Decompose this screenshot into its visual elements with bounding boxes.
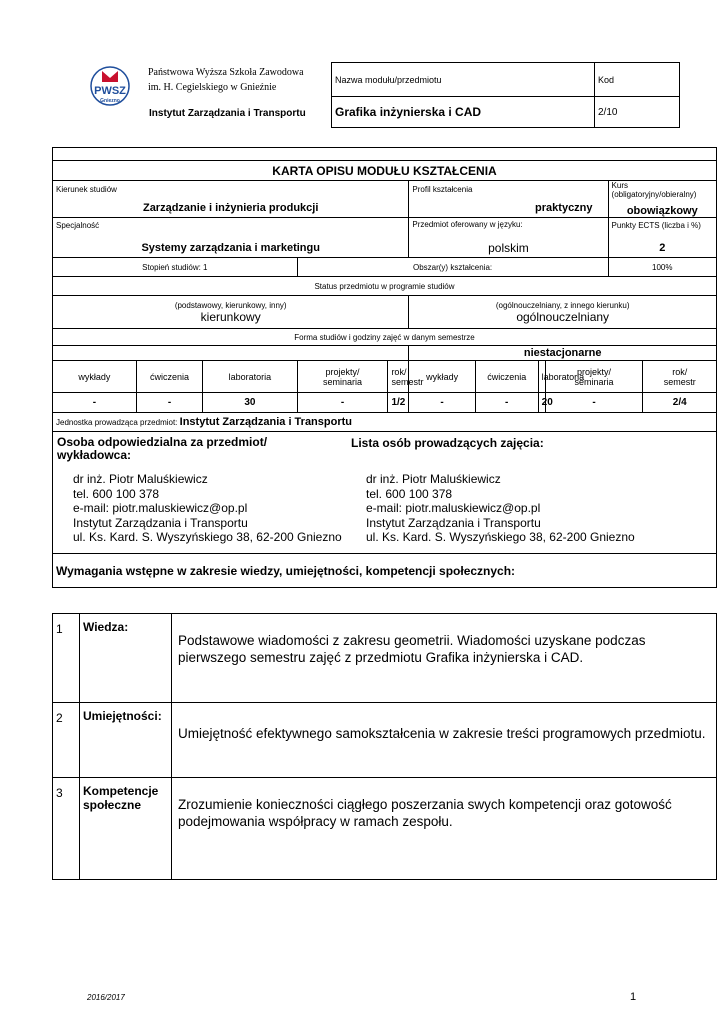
- specialty-value: Systemy zarządzania i marketingu: [141, 242, 320, 254]
- hours-value-cell: -: [297, 393, 388, 413]
- person-detail-line: Instytut Zarządzania i Transportu: [73, 515, 248, 530]
- ects-value: 2: [659, 242, 666, 254]
- specialty-label: Specjalność: [56, 221, 100, 230]
- course-label: Kurs (obligatoryjny/obieralny): [611, 181, 697, 199]
- hours-value-cell: 1/2: [388, 393, 409, 413]
- requirement-number: 2: [53, 703, 80, 778]
- requirement-text: Podstawowe wiadomości z zakresu geometrii. Wiadomości uzyskane podczas pierwszego semestru zajęć z przedmiotu Grafika inżynierska i CAD.: [172, 614, 717, 703]
- status-right-cell: [409, 296, 717, 329]
- area-value: 100%: [608, 258, 716, 277]
- module-header-table: [331, 62, 680, 128]
- spacer-row: [53, 148, 717, 161]
- requirement-number: 3: [53, 778, 80, 880]
- hours-header-row: [53, 361, 717, 393]
- code-label: Kod: [595, 63, 680, 97]
- status-right-label: (ogólnouczelniany, z innego kierunku): [495, 300, 630, 310]
- specialty-cell: [53, 218, 409, 258]
- persons-cell: [53, 432, 717, 554]
- hours-header-cell: wykłady: [53, 361, 137, 393]
- unit-cell: [53, 413, 717, 432]
- profile-value: praktyczny: [535, 201, 593, 214]
- area-label: Obszar(y) kształcenia:: [297, 258, 608, 277]
- institute-name: Instytut Zarządzania i Transportu: [149, 108, 306, 119]
- hours-header-cell: ćwiczenia: [475, 361, 538, 393]
- school-name-line1: Państwowa Wyższa Szkoła Zawodowa: [148, 67, 304, 78]
- responsible-person: [73, 472, 342, 545]
- hours-header-cell: projekty/ seminaria: [297, 361, 388, 393]
- person-detail-line: e-mail: piotr.maluskiewicz@op.pl: [73, 501, 248, 515]
- study-form-label: Forma studiów i godziny zajęć w danym semestrze: [53, 329, 717, 346]
- ects-cell: [608, 218, 716, 258]
- requirements-title: Wymagania wstępne w zakresie wiedzy, umiejętności, kompetencji społecznych:: [53, 554, 717, 588]
- person-detail-line: e-mail: piotr.maluskiewicz@op.pl: [366, 501, 541, 515]
- hours-value-cell: -: [545, 393, 643, 413]
- lecturers-title: Lista osób prowadzących zajęcia:: [351, 436, 544, 450]
- person-detail-line: dr inż. Piotr Maluśkiewicz: [366, 472, 501, 486]
- requirements-table: [52, 613, 717, 880]
- language-value: polskim: [488, 241, 529, 255]
- hours-header-cell: rok/ semestr: [388, 361, 409, 393]
- hours-value-cell: -: [53, 393, 137, 413]
- academic-year: 2016/2017: [87, 993, 125, 1002]
- module-card-table: [52, 147, 717, 588]
- module-name-label: Nazwa modułu/przedmiotu: [332, 63, 595, 97]
- logo-subtext: Gniezno: [100, 98, 120, 104]
- hours-value-cell: -: [136, 393, 202, 413]
- page-number: 1: [630, 991, 637, 1003]
- unit-label: Jednostka prowadząca przedmiot:: [56, 418, 178, 427]
- logo-text: PWSZ: [94, 85, 126, 97]
- person-detail-line: tel. 600 100 378: [366, 486, 453, 501]
- hours-header-cell: ćwiczenia: [136, 361, 202, 393]
- hours-header-cell: laboratoria: [203, 361, 297, 393]
- person-detail-line: Instytut Zarządzania i Transportu: [366, 515, 541, 530]
- hours-header-cell: laboratoria: [538, 361, 545, 393]
- level-label: Stopień studiów: 1: [53, 258, 298, 277]
- school-name-line2: im. H. Cegielskiego w Gnieźnie: [148, 82, 277, 93]
- field-of-study-value: Zarządzanie i inżynieria produkcji: [142, 201, 319, 214]
- person-detail-line: tel. 600 100 378: [73, 486, 160, 501]
- field-of-study-cell: [53, 181, 409, 218]
- course-value: obowiązkowy: [626, 205, 698, 217]
- requirement-text: Umiejętność efektywnego samokształcenia w zakresie treści programowych przedmiotu.: [172, 703, 717, 778]
- course-cell: [608, 181, 716, 218]
- hours-value-cell: -: [475, 393, 538, 413]
- profile-label: Profil kształcenia: [412, 184, 473, 194]
- hours-header-cell: wykłady: [409, 361, 475, 393]
- hours-value-cell: 2/4: [643, 393, 717, 413]
- status-label: Status przedmiotu w programie studiów: [53, 277, 717, 296]
- hours-value-row: [53, 393, 717, 413]
- card-title: KARTA OPISU MODUŁU KSZTAŁCENIA: [53, 161, 717, 181]
- requirement-label: Wiedza:: [80, 614, 172, 703]
- field-of-study-label: Kierunek studiów: [56, 184, 117, 194]
- module-code: 2/10: [595, 97, 680, 128]
- requirement-label: Umiejętności:: [80, 703, 172, 778]
- language-label: Przedmiot oferowany w języku:: [412, 220, 523, 229]
- school-logo: [88, 66, 132, 106]
- requirement-text: Zrozumienie konieczności ciągłego poszerzania swych kompetencji oraz gotowość podejmowania współpracy w ramach zespołu.: [172, 778, 717, 880]
- hours-header-cell: projekty/ seminaria: [545, 361, 643, 393]
- hours-value-cell: 30: [203, 393, 297, 413]
- hours-value-cell: 20: [538, 393, 545, 413]
- lecturer-person: [366, 472, 635, 545]
- status-right-value: ogólnouczelniany: [516, 309, 610, 324]
- status-left-value: kierunkowy: [200, 309, 261, 324]
- requirement-row: [53, 778, 717, 880]
- hours-header-cell: rok/ semestr: [643, 361, 717, 393]
- module-name: Grafika inżynierska i CAD: [332, 97, 595, 128]
- person-detail-line: ul. Ks. Kard. S. Wyszyńskiego 38, 62-200 Gniezno: [366, 530, 635, 544]
- person-detail-line: dr inż. Piotr Maluśkiewicz: [73, 472, 208, 486]
- hours-value-cell: -: [409, 393, 475, 413]
- study-form-value: niestacjonarne: [409, 346, 717, 361]
- responsible-title: Osoba odpowiedzialna za przedmiot/ wykładowca:: [57, 435, 268, 462]
- ects-label: Punkty ECTS (liczba i %): [611, 221, 701, 230]
- language-cell: [409, 218, 608, 258]
- status-left-cell: [53, 296, 409, 329]
- full-time-placeholder: [53, 346, 409, 361]
- requirement-label: Kompetencje społeczne: [80, 778, 172, 880]
- status-left-label: (podstawowy, kierunkowy, inny): [174, 300, 287, 310]
- requirement-row: [53, 614, 717, 703]
- profile-cell: [409, 181, 608, 218]
- person-detail-line: ul. Ks. Kard. S. Wyszyńskiego 38, 62-200 Gniezno: [73, 530, 342, 544]
- requirement-row: [53, 703, 717, 778]
- requirement-number: 1: [53, 614, 80, 703]
- unit-value: Instytut Zarządzania i Transportu: [179, 416, 352, 428]
